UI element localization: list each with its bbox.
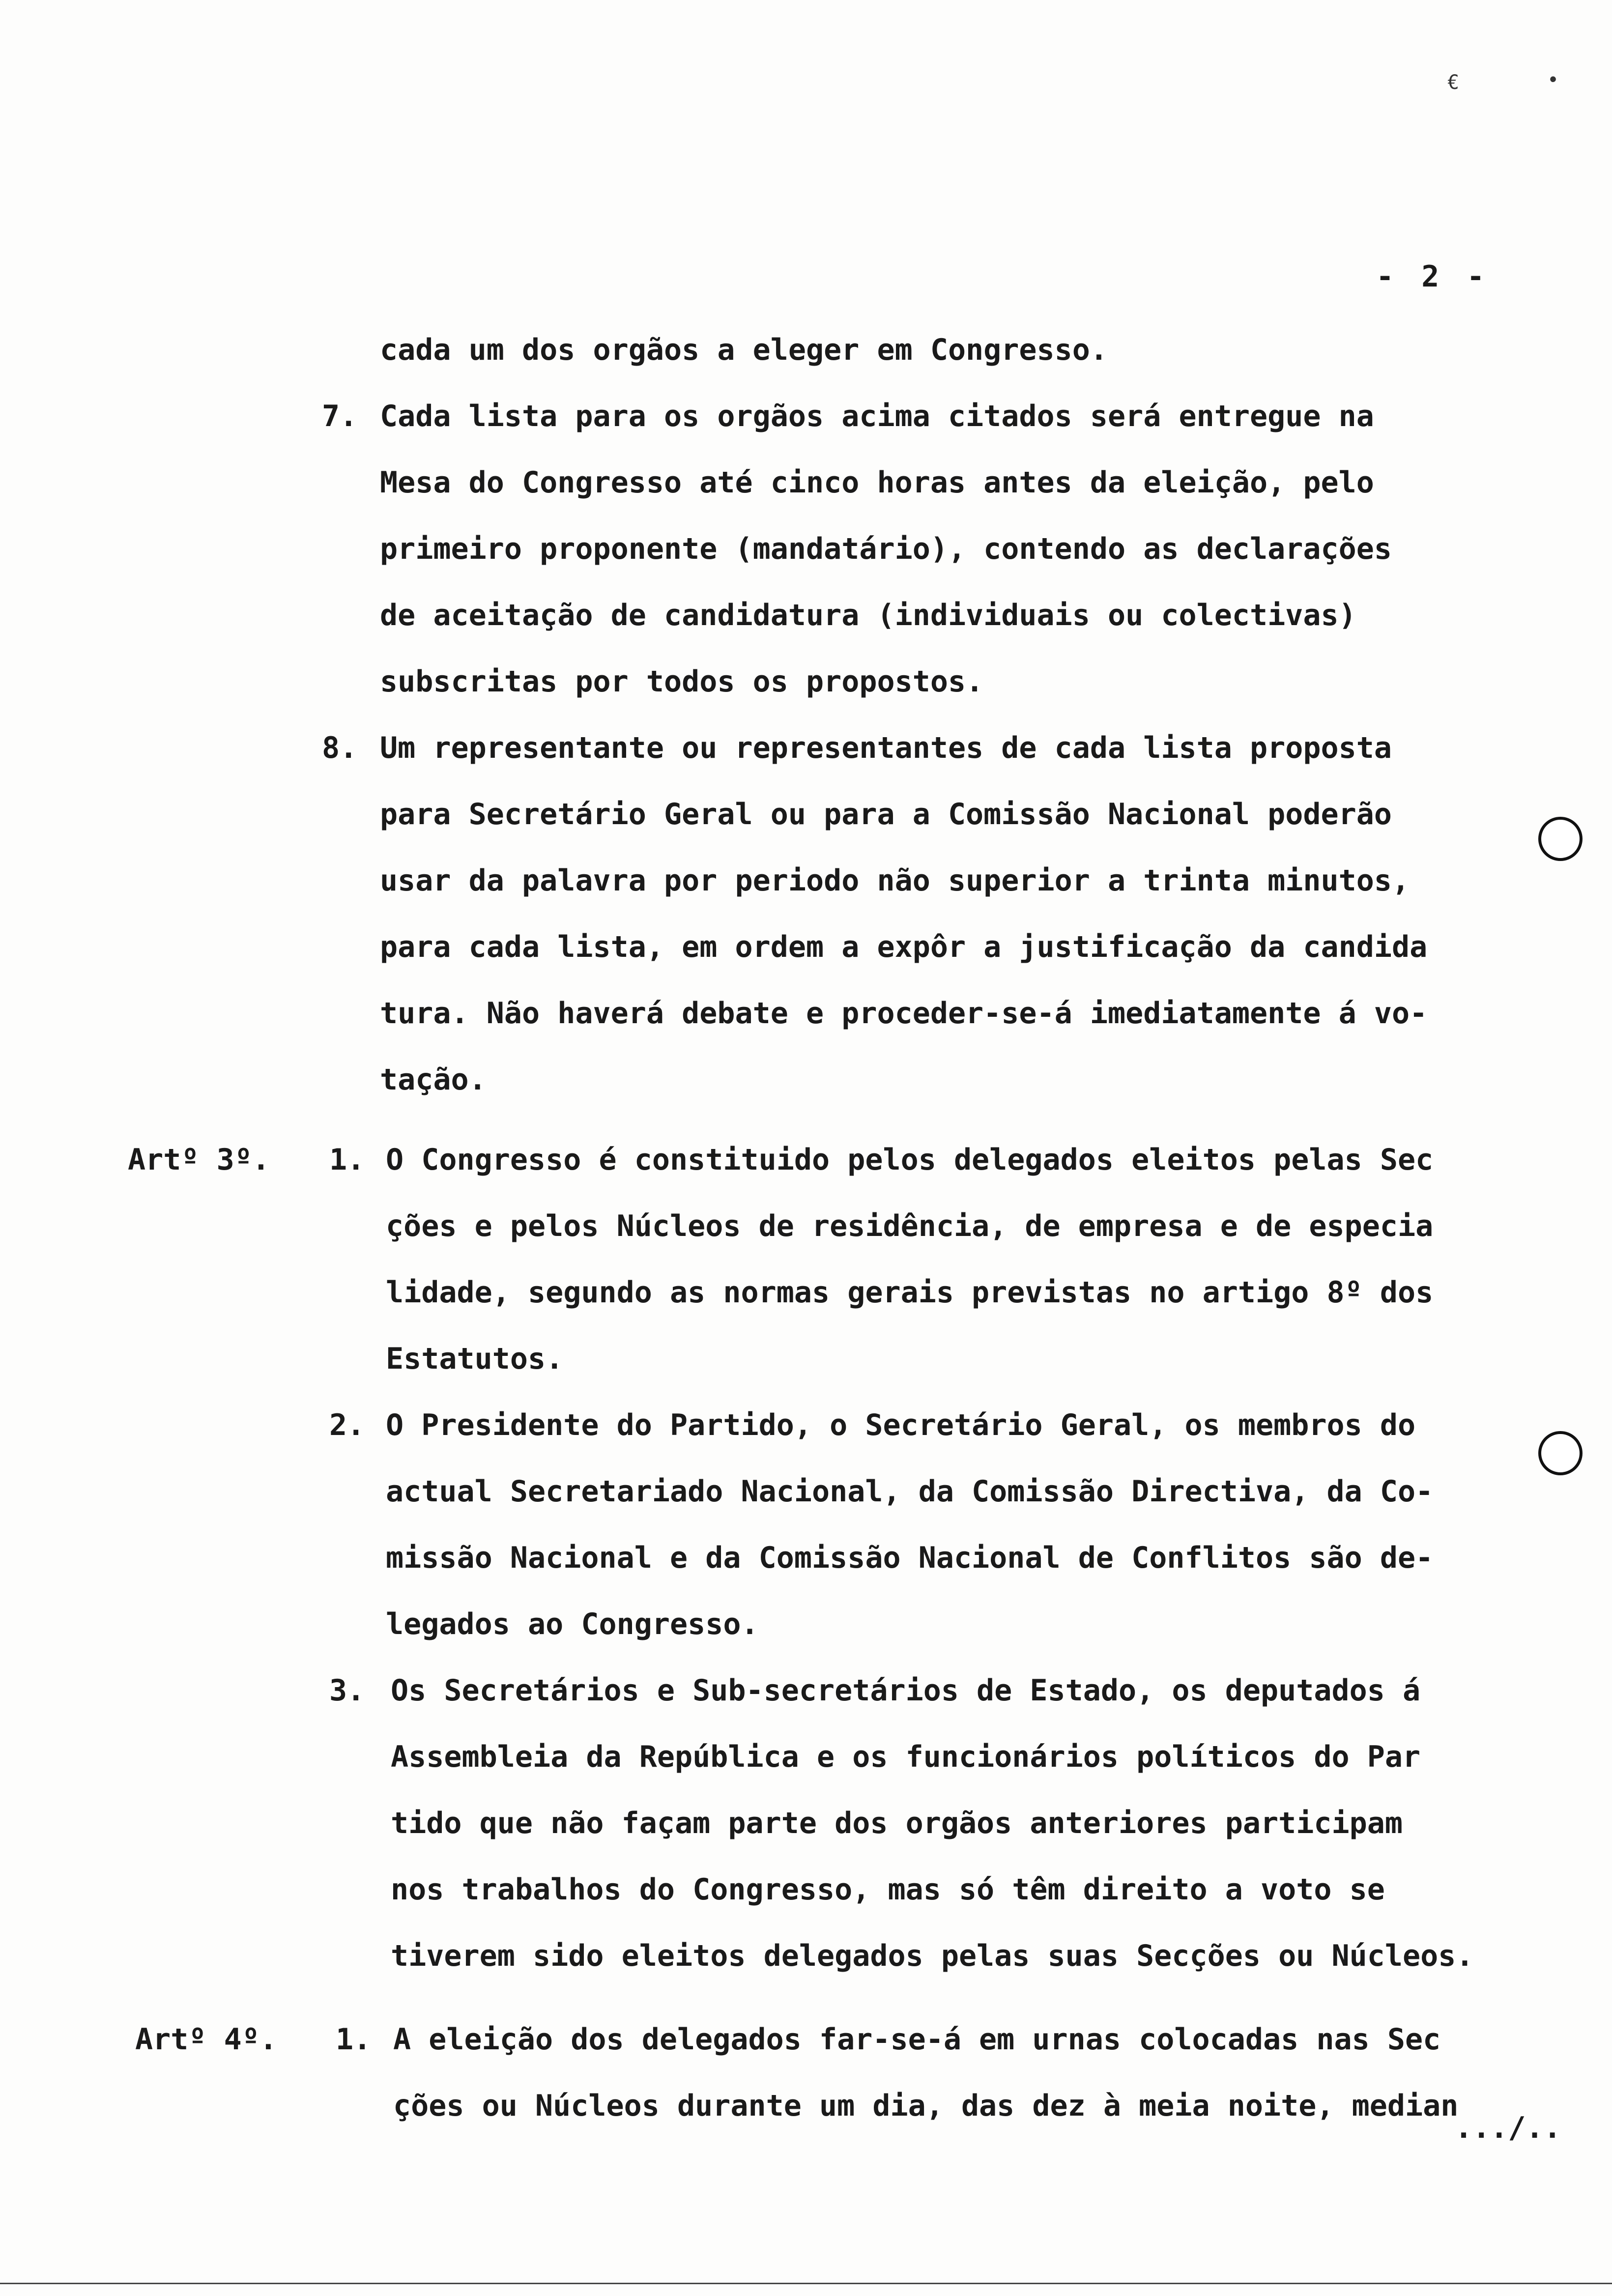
punch-hole <box>1538 817 1583 861</box>
text-line: legados ao Congresso. <box>386 1607 759 1641</box>
item-number: 1. <box>329 1143 365 1177</box>
text-line: missão Nacional e da Comissão Nacional de Conflitos são de- <box>386 1541 1434 1575</box>
text-line: Assembleia da República e os funcionários políticos do Par <box>391 1740 1421 1774</box>
text-line: tura. Não haverá debate e proceder-se-á imediatamente á vo- <box>380 996 1428 1031</box>
text-line: A eleição dos delegados far-se-á em urnas colocadas nas Sec <box>393 2022 1441 2057</box>
text-line: tido que não façam parte dos orgãos anteriores participam <box>391 1806 1403 1840</box>
bottom-rule <box>0 2283 1612 2284</box>
text-line: tação. <box>380 1062 487 1097</box>
item-number: 1. <box>336 2022 372 2057</box>
item-number: 7. <box>322 399 358 433</box>
text-line: para cada lista, em ordem a expôr a justificação da candida <box>380 930 1428 964</box>
text-line: de aceitação de candidatura (individuais ou colectivas) <box>380 598 1356 632</box>
text-line: primeiro proponente (mandatário), contendo as declarações <box>380 532 1392 566</box>
continuation-mark: .../.. <box>1455 2111 1561 2145</box>
text-line: O Congresso é constituido pelos delegados eleitos pelas Sec <box>386 1143 1434 1177</box>
punch-hole <box>1538 1431 1583 1475</box>
item-number: 3. <box>329 1673 365 1708</box>
text-line: tiverem sido eleitos delegados pelas suas Secções ou Núcleos. <box>391 1939 1474 1973</box>
text-line: actual Secretariado Nacional, da Comissão Directiva, da Co- <box>386 1474 1434 1509</box>
item-number: 2. <box>329 1408 365 1442</box>
text-line: usar da palavra por periodo não superior a trinta minutos, <box>380 863 1410 898</box>
text-line: subscritas por todos os propostos. <box>380 664 984 699</box>
text-line: para Secretário Geral ou para a Comissão Nacional poderão <box>380 797 1392 832</box>
text-line: Os Secretários e Sub-secretários de Estado, os deputados á <box>391 1673 1421 1708</box>
corner-mark-right: • <box>1547 69 1559 91</box>
article-label: Artº 3º. <box>128 1143 270 1177</box>
text-line: ções e pelos Núcleos de residência, de empresa e de especia <box>386 1209 1434 1243</box>
text-line: ções ou Núcleos durante um dia, das dez à meia noite, median <box>393 2089 1459 2123</box>
text-line: O Presidente do Partido, o Secretário Geral, os membros do <box>386 1408 1416 1442</box>
article-label: Artº 4º. <box>135 2022 277 2057</box>
item-number: 8. <box>322 731 358 765</box>
text-line: cada um dos orgãos a eleger em Congresso. <box>380 333 1108 367</box>
text-line: nos trabalhos do Congresso, mas só têm direito a voto se <box>391 1872 1385 1907</box>
text-line: Cada lista para os orgãos acima citados será entregue na <box>380 399 1374 433</box>
text-line: Um representante ou representantes de cada lista proposta <box>380 731 1392 765</box>
page-number: - 2 - <box>1376 259 1490 294</box>
corner-mark-left: € <box>1447 71 1460 94</box>
text-line: Estatutos. <box>386 1342 564 1376</box>
text-line: Mesa do Congresso até cinco horas antes da eleição, pelo <box>380 465 1374 500</box>
text-line: lidade, segundo as normas gerais previstas no artigo 8º dos <box>386 1275 1434 1310</box>
